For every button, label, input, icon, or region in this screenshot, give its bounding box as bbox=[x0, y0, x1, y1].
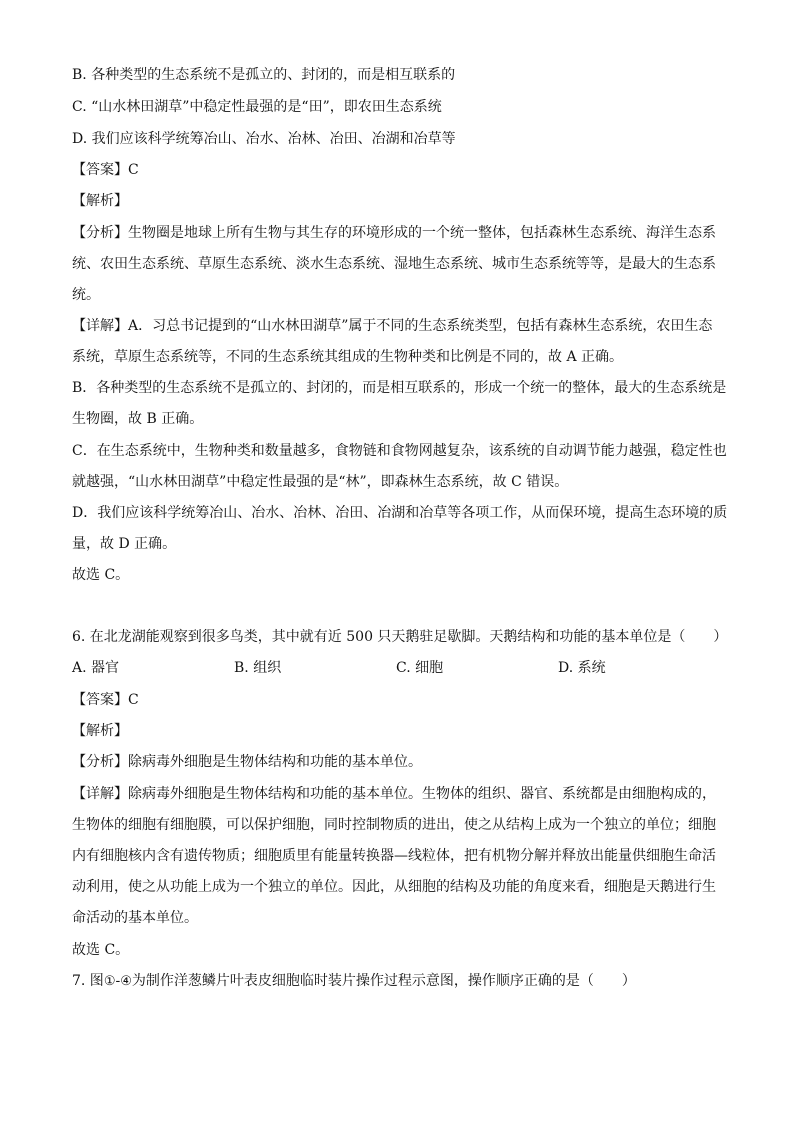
q6-conclusion: 故选 C。 bbox=[72, 942, 130, 958]
q5-answer: 【答案】C bbox=[72, 162, 139, 178]
q5-detail-line-3: B．各种类型的生态系统不是孤立的、封闭的，而是相互联系的，形成一个统一的整体，最大的生态系统是 bbox=[72, 380, 727, 396]
q5-analysis-line-2: 统、农田生态系统、草原生态系统、淡水生态系统、湿地生态系统、城市生态系统等等，是最大的生态系 bbox=[72, 256, 716, 272]
q5-detail-line-8: 量，故 D 正确。 bbox=[72, 536, 177, 552]
q7-stem-suffix: 为制作洋葱鳞片叶表皮细胞临时装片操作过程示意图，操作顺序正确的是（ ） bbox=[131, 973, 636, 989]
q7-stem bbox=[72, 971, 636, 992]
q6-options bbox=[72, 658, 732, 678]
q5-detail-line-6: 就越强，“山水林田湖草”中稳定性最强的是“林”，即森林生态系统，故 C 错误。 bbox=[72, 474, 569, 490]
q5-option-c: C. “山水林田湖草”中稳定性最强的是“田”，即农田生态系统 bbox=[72, 99, 442, 115]
q6-detail-line-5: 命活动的基本单位。 bbox=[72, 910, 198, 926]
q6-option-b: B. 组织 bbox=[234, 660, 282, 676]
q5-analysis-line-1: 【分析】生物圈是地球上所有生物与其生存的环境形成的一个统一整体，包括森林生态系统、海洋生态系 bbox=[72, 225, 716, 241]
q5-detail-line-2: 系统，草原生态系统等，不同的生态系统其组成的生物种类和比例是不同的，故 A 正确。 bbox=[72, 349, 624, 365]
q6-detail-line-1: 【详解】除病毒外细胞是生物体结构和功能的基本单位。生物体的组织、器官、系统都是由细胞构成的， bbox=[72, 786, 716, 802]
q6-option-c: C. 细胞 bbox=[396, 660, 444, 676]
q5-option-d: D. 我们应该科学统筹冶山、冶水、冶林、冶田、冶湖和冶草等 bbox=[72, 131, 456, 147]
q6-detail-line-2: 生物体的细胞有细胞膜，可以保护细胞，同时控制物质的进出，使之从结构上成为一个独立的单位；细胞 bbox=[72, 817, 716, 833]
q7-stem-prefix: 7. 图 bbox=[72, 973, 104, 989]
q7-circle-start: ① bbox=[103, 974, 116, 989]
q6-explain-label: 【解析】 bbox=[72, 723, 128, 739]
q6-option-d: D. 系统 bbox=[558, 660, 606, 676]
q7-dash: - bbox=[115, 973, 121, 989]
q6-detail-line-3: 内有细胞核内含有遗传物质；细胞质里有能量转换器—线粒体，把有机物分解并释放出能量供细胞生命活 bbox=[72, 848, 716, 864]
q7-circle-end: ④ bbox=[120, 974, 132, 989]
q5-conclusion: 故选 C。 bbox=[72, 567, 130, 583]
q5-analysis-line-3: 统。 bbox=[72, 287, 100, 303]
q6-option-a: A. 器官 bbox=[72, 660, 120, 676]
q6-detail-line-4: 动利用，使之从功能上成为一个独立的单位。因此，从细胞的结构及功能的角度来看，细胞是天鹅进行生 bbox=[72, 879, 716, 895]
q5-explain-label: 【解析】 bbox=[72, 193, 128, 209]
q6-analysis: 【分析】除病毒外细胞是生物体结构和功能的基本单位。 bbox=[72, 754, 422, 770]
q5-detail-line-5: C．在生态系统中，生物种类和数量越多，食物链和食物网越复杂，该系统的自动调节能力越强，稳定性也 bbox=[72, 443, 727, 459]
q6-stem: 6. 在北龙湖能观察到很多鸟类，其中就有近 500 只天鹅驻足歇脚。天鹅结构和功能的基本单位是（ ） bbox=[72, 629, 728, 645]
q5-detail-line-1: 【详解】A．习总书记提到的“山水林田湖草”属于不同的生态系统类型，包括有森林生态系统，农田生态 bbox=[72, 318, 713, 334]
q5-detail-line-7: D．我们应该科学统筹冶山、冶水、冶林、冶田、冶湖和冶草等各项工作，从而保环境，提高生态环境的质 bbox=[72, 505, 728, 521]
q6-answer: 【答案】C bbox=[72, 692, 139, 708]
q5-detail-line-4: 生物圈，故 B 正确。 bbox=[72, 411, 204, 427]
q5-option-b: B. 各种类型的生态系统不是孤立的、封闭的，而是相互联系的 bbox=[72, 67, 456, 83]
